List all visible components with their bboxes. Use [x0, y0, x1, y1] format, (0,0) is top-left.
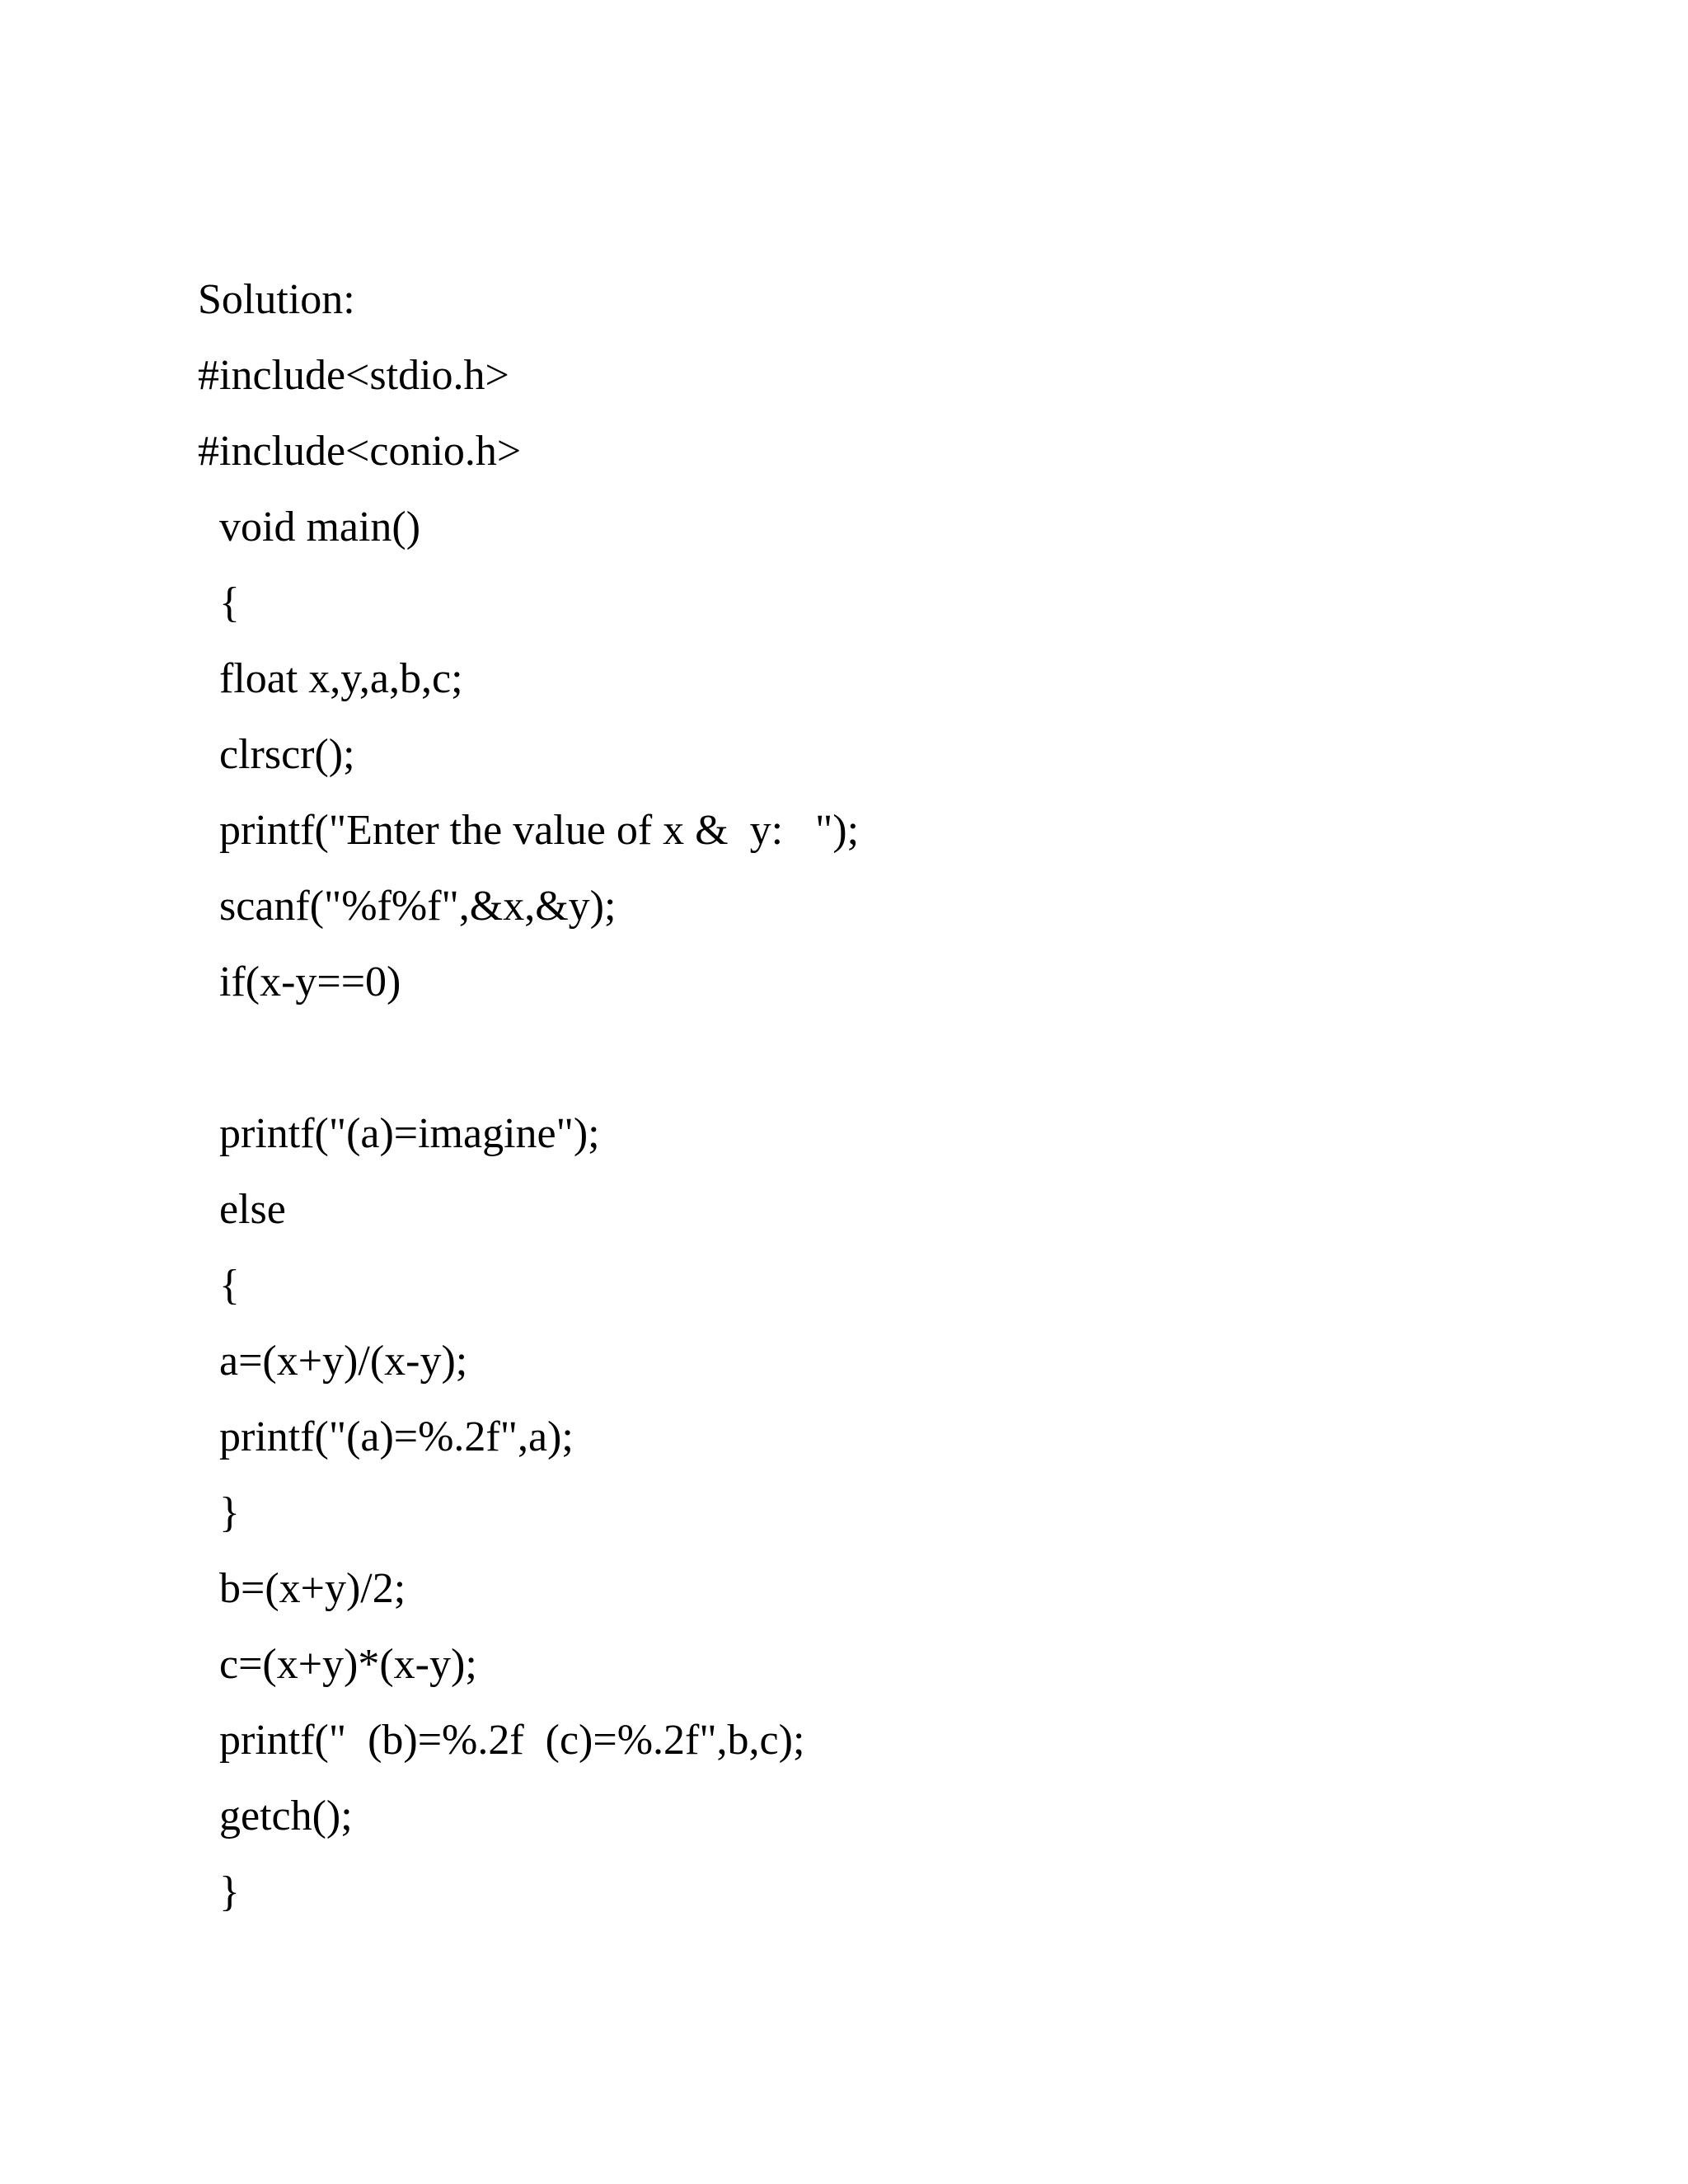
code-line-include-conio: #include<conio.h> — [198, 428, 522, 475]
code-line-printf-bc: printf(" (b)=%.2f (c)=%.2f",b,c); — [219, 1717, 805, 1764]
code-line-printf-imagine: printf("(a)=imagine"); — [219, 1110, 600, 1157]
code-line-else-close-brace: } — [219, 1489, 240, 1536]
code-line-assign-a: a=(x+y)/(x-y); — [219, 1338, 468, 1385]
code-line-getch: getch(); — [219, 1793, 353, 1840]
code-line-close-brace: } — [219, 1868, 240, 1915]
code-line-else-open-brace: { — [219, 1262, 240, 1309]
code-line-clrscr: clrscr(); — [219, 731, 355, 778]
code-line-void-main: void main() — [219, 504, 421, 551]
code-line-else: else — [219, 1186, 286, 1233]
code-line-float-decl: float x,y,a,b,c; — [219, 655, 463, 702]
code-line-printf-prompt: printf("Enter the value of x & y: "); — [219, 807, 860, 854]
code-line-open-brace: { — [219, 579, 240, 626]
code-line-assign-c: c=(x+y)*(x-y); — [219, 1641, 477, 1688]
code-line-printf-a: printf("(a)=%.2f",a); — [219, 1413, 574, 1460]
solution-heading: Solution: — [198, 276, 355, 323]
code-line-include-stdio: #include<stdio.h> — [198, 352, 509, 399]
code-line-scanf: scanf("%f%f",&x,&y); — [219, 883, 617, 930]
code-line-assign-b: b=(x+y)/2; — [219, 1565, 406, 1612]
code-line-if: if(x-y==0) — [219, 958, 401, 1005]
